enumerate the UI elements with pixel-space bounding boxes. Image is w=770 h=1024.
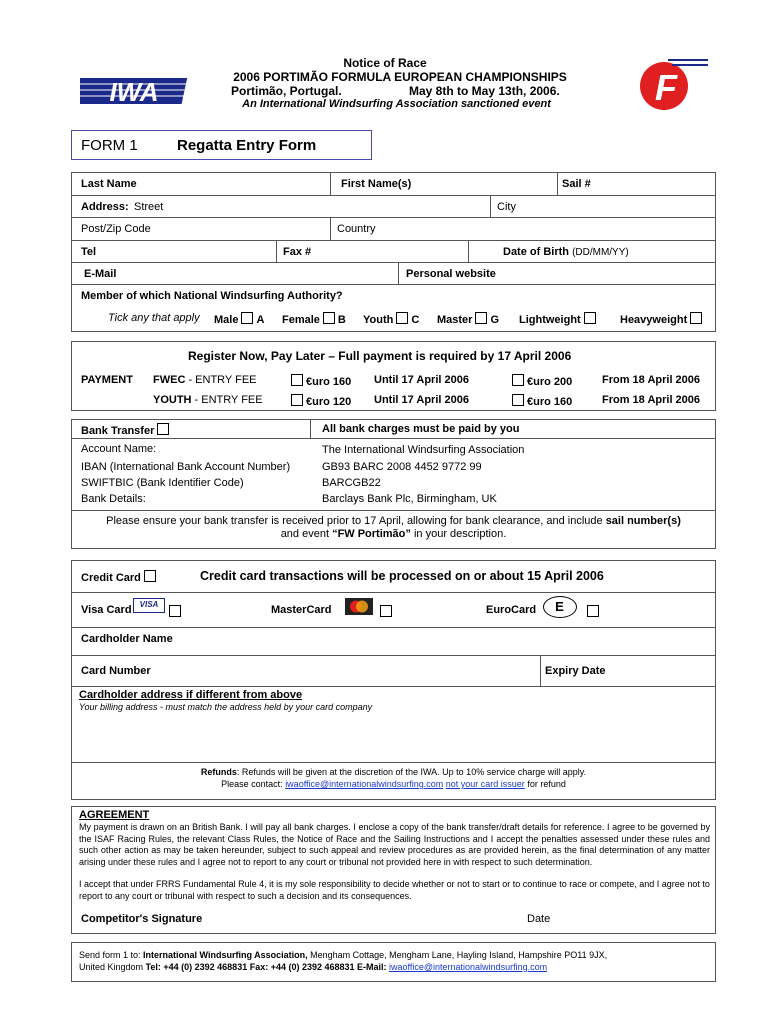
refunds-label: Refunds [200, 767, 237, 777]
form-number: FORM 1 [81, 137, 138, 154]
credit-card-label: Credit Card [81, 572, 141, 584]
postcode-field[interactable]: Post/Zip Code [81, 223, 151, 235]
formula-logo-text: F [655, 67, 677, 108]
youth-fee-text: - ENTRY FEE [191, 394, 263, 406]
fwec-fee-label [153, 374, 257, 386]
header-dates: May 8th to May 13th, 2006. [409, 84, 560, 98]
sail-number-field[interactable]: Sail # [562, 178, 591, 190]
fwec-late-checkbox[interactable] [512, 374, 524, 386]
fwec-fee-text: - ENTRY FEE [185, 374, 257, 386]
master-label: Master [437, 314, 473, 326]
nwa-field[interactable]: Member of which National Windsurfing Authority? [81, 290, 343, 302]
dob-format: (DD/MM/YY) [572, 247, 629, 258]
footer-phone: Tel: +44 (0) 2392 468831 Fax: +44 (0) 2392 468831 E-Mail: [145, 962, 390, 972]
form-title: Regatta Entry Form [177, 137, 317, 154]
footer-country: United Kingdom [79, 962, 146, 972]
city-field[interactable]: City [497, 201, 516, 213]
youth-late-date: From 18 April 2006 [602, 394, 701, 406]
footer-line2 [79, 962, 714, 972]
email-field[interactable]: E-Mail [84, 268, 117, 280]
agreement-paragraph-1: My payment is drawn on an British Bank. I will pay all bank charges. I enclose a copy of the bank transfer/draft details for reference. I agree to be governed by the ISAF Racing Rules, the relevant Class Rules, the Notice of Race and the Sailing Instructions and I accept the penalties assessed under these rules and such other action as may be taken hereunder, subject to such appeal and review procedures as are provided herein, as the final determination of any matter arising under these rules and I agree not to report to any court or tribunal not provided here in with respect to such determination. [79, 822, 710, 867]
contact-suffix: for refund [524, 779, 566, 789]
first-name-field[interactable]: First Name(s) [341, 178, 412, 190]
dob-field[interactable] [503, 246, 629, 258]
signature-field[interactable]: Competitor's Signature [81, 913, 203, 925]
iban-label: IBAN (International Bank Account Number) [81, 461, 291, 473]
last-name-field[interactable]: Last Name [81, 178, 137, 190]
youth-early-option[interactable] [291, 394, 351, 408]
address-label: Address: [81, 201, 129, 213]
footer-address: Mengham Cottage, Mengham Lane, Hayling Island, Hampshire PO11 9JX, [307, 950, 608, 960]
male-label: Male [214, 314, 239, 326]
fwec-early-option[interactable] [291, 374, 351, 388]
dob-label: Date of Birth [503, 246, 569, 258]
fwec-late-date: From 18 April 2006 [602, 374, 701, 386]
cardholder-address-field[interactable]: Cardholder address if different from above [79, 689, 303, 701]
bank-details-label: Bank Details: [81, 493, 146, 505]
refunds-contact [71, 779, 716, 789]
visa-checkbox[interactable] [169, 605, 181, 617]
swift-value: BARCGB22 [322, 477, 381, 489]
header-title-line2: 2006 PORTIMÃO FORMULA EUROPEAN CHAMPIONSHIPS [233, 70, 567, 84]
fwec-category: FWEC [153, 374, 186, 386]
tel-field[interactable]: Tel [81, 246, 97, 258]
mastercard-checkbox[interactable] [380, 605, 392, 617]
bank-note-line1 [71, 515, 716, 527]
bank-note-text3: in your description. [410, 528, 507, 540]
payment-label: PAYMENT [81, 374, 133, 386]
visa-label: Visa Card [81, 604, 132, 616]
header-subtitle: An International Windsurfing Association sanctioned event [242, 98, 551, 110]
heavyweight-checkbox[interactable] [690, 312, 702, 324]
refunds-text: : Refunds will be given at the discretion of the IWA. Up to 10% service charge will apply. [236, 767, 587, 777]
credit-card-option[interactable] [81, 570, 159, 584]
eurocard-logo-text: E [555, 599, 564, 614]
female-label: Female [282, 314, 320, 326]
iban-value: GB93 BARC 2008 4452 9772 99 [322, 461, 482, 473]
youth-late-checkbox[interactable] [512, 394, 524, 406]
fwec-late-option[interactable] [512, 374, 572, 388]
male-code: A [256, 314, 265, 326]
youth-early-date: Until 17 April 2006 [374, 394, 469, 406]
bank-charges-note: All bank charges must be paid by you [322, 423, 520, 435]
form-title-box [71, 130, 372, 160]
youth-early-price: €uro 120 [306, 396, 352, 408]
fwec-early-checkbox[interactable] [291, 374, 303, 386]
mastercard-label: MasterCard [271, 604, 332, 616]
fax-field[interactable]: Fax # [283, 246, 312, 258]
footer-org: International Windsurfing Association, [143, 950, 308, 960]
master-checkbox[interactable] [475, 312, 487, 324]
bank-details-value: Barclays Bank Plc, Birmingham, UK [322, 493, 497, 505]
bank-note-line2 [71, 528, 716, 540]
cardholder-name-field[interactable]: Cardholder Name [81, 633, 173, 645]
expiry-date-field[interactable]: Expiry Date [545, 665, 606, 677]
payment-heading: Register Now, Pay Later – Full payment is required by 17 April 2006 [188, 349, 572, 363]
fwec-early-date: Until 17 April 2006 [374, 374, 469, 386]
eurocard-checkbox[interactable] [587, 605, 599, 617]
refunds-note [71, 767, 716, 777]
youth-category: YOUTH [153, 394, 192, 406]
iwa-logo-text: IWA [109, 77, 159, 107]
swift-label: SWIFTBIC (Bank Identifier Code) [81, 477, 244, 489]
lightweight-label: Lightweight [519, 314, 581, 326]
bank-transfer-option[interactable] [81, 423, 172, 437]
date-field[interactable]: Date [527, 913, 551, 925]
account-name-label: Account Name: [81, 443, 157, 455]
youth-late-price: €uro 160 [527, 396, 573, 408]
lightweight-checkbox[interactable] [584, 312, 596, 324]
credit-card-checkbox[interactable] [144, 570, 156, 582]
footer-line1 [79, 950, 714, 960]
fwec-early-price: €uro 160 [306, 376, 352, 388]
header-location: Portimão, Portugal. [231, 84, 342, 98]
female-code: B [337, 314, 346, 326]
youth-label: Youth [363, 314, 394, 326]
youth-checkbox[interactable] [396, 312, 408, 324]
footer-send-to: Send form 1 to: [79, 950, 144, 960]
credit-card-section [71, 560, 716, 800]
male-checkbox[interactable] [241, 312, 253, 324]
youth-code: C [411, 314, 420, 326]
formula-logo [638, 56, 708, 112]
not-card-issuer: not your card issuer [445, 779, 525, 789]
heavyweight-label: Heavyweight [620, 314, 688, 326]
bank-transfer-checkbox[interactable] [157, 423, 169, 435]
master-code: G [490, 314, 500, 326]
eurocard-logo [543, 596, 577, 618]
bank-transfer-label: Bank Transfer [81, 425, 155, 437]
website-field[interactable]: Personal website [406, 268, 496, 280]
agreement-paragraph-2: I accept that under FRRS Fundamental Rule 4, it is my sole responsibility to decide whether or not to start or to continue to race or compete, and I agree not to report to any court or tribunal with respect to such a decision and its consequences. [79, 879, 710, 901]
agreement-heading: AGREEMENT [79, 809, 150, 821]
eurocard-label: EuroCard [486, 604, 537, 616]
street-field[interactable]: Street [134, 201, 164, 213]
youth-late-option[interactable] [512, 394, 572, 408]
bank-note-event: “FW Portimão” [332, 528, 411, 540]
country-field[interactable]: Country [337, 223, 376, 235]
bank-note-sail: sail number(s) [605, 515, 681, 527]
bank-note-text2: and event [280, 528, 333, 540]
fwec-late-price: €uro 200 [527, 376, 573, 388]
credit-card-heading: Credit card transactions will be processed on or about 15 April 2006 [200, 569, 604, 583]
tick-instruction: Tick any that apply [108, 312, 200, 324]
card-number-field[interactable]: Card Number [81, 665, 151, 677]
youth-early-checkbox[interactable] [291, 394, 303, 406]
account-name-value: The International Windsurfing Association [322, 444, 525, 456]
contact-label: Please contact: [221, 779, 286, 789]
contact-email-link[interactable]: iwaoffice@internationalwindsurfing.com [285, 779, 444, 789]
visa-logo [133, 598, 165, 613]
youth-fee-label [153, 394, 263, 406]
billing-address-note: Your billing address - must match the address held by your card company [79, 702, 373, 712]
visa-logo-text: VISA [134, 600, 164, 609]
bank-note-text1: Please ensure your bank transfer is received prior to 17 April, allowing for bank clearance, and include [106, 515, 606, 527]
header-title-line1: Notice of Race [343, 56, 427, 70]
footer-email-link[interactable]: iwaoffice@internationalwindsurfing.com [389, 962, 548, 972]
female-checkbox[interactable] [323, 312, 335, 324]
visa-option[interactable] [81, 604, 132, 616]
mastercard-logo [345, 598, 373, 615]
